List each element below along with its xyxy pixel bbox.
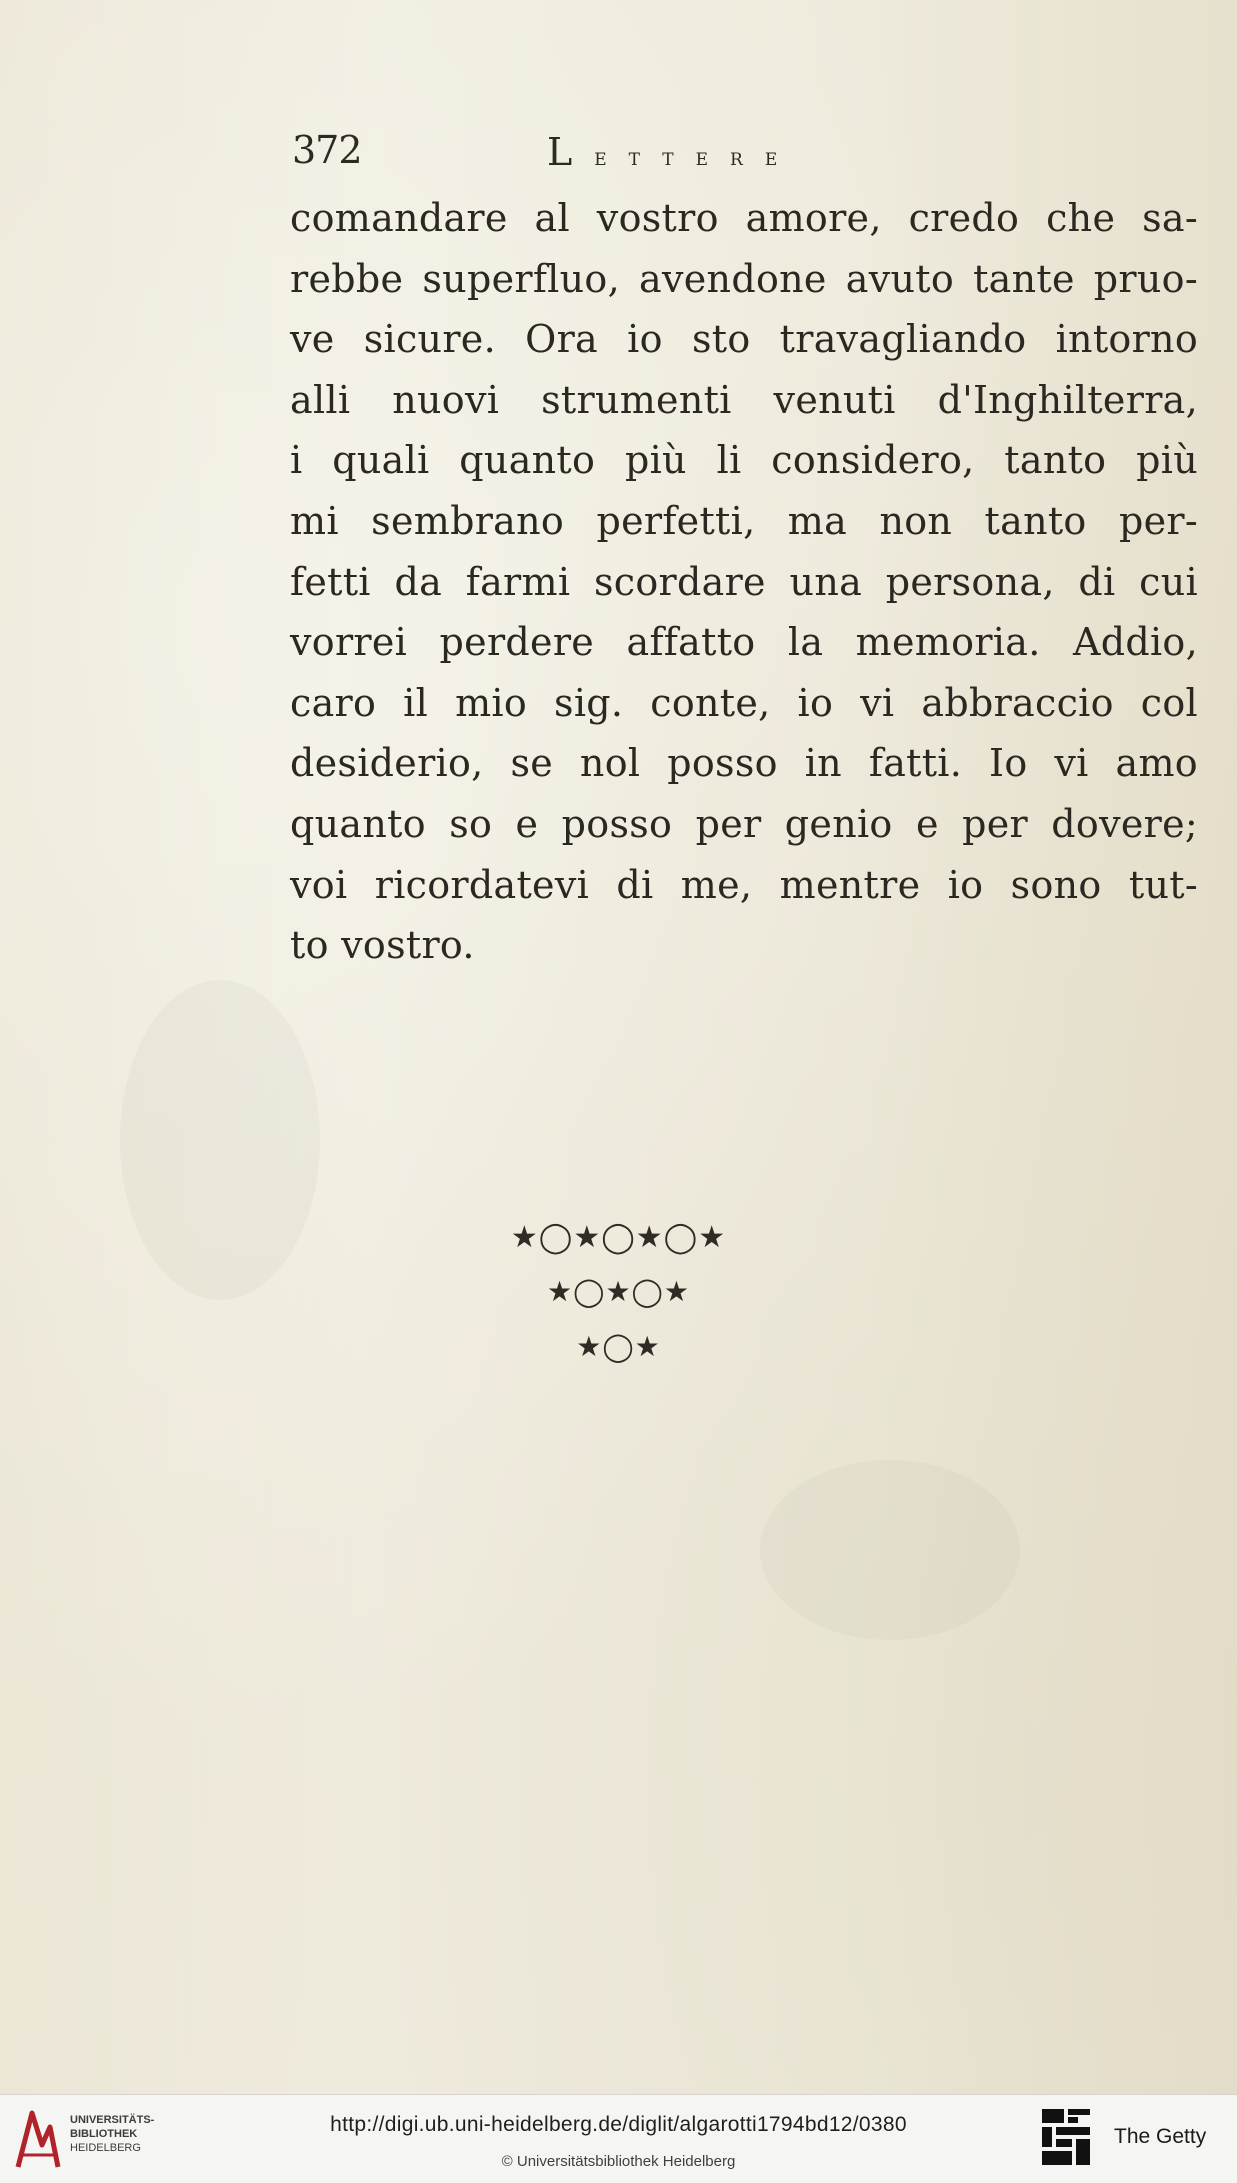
text-line: rebbe superfluo, avendone avuto tante pruo-: [290, 256, 1198, 301]
text-line: quanto so e posso per genio e per dovere;: [290, 801, 1198, 846]
getty-logo-icon[interactable]: [1040, 2107, 1092, 2171]
text-line: voi ricordatevi di me, mentre io sono tut-: [290, 862, 1198, 907]
text-line: i quali quanto più li considero, tanto più: [290, 438, 1198, 483]
viewer-footer: [0, 2094, 1237, 2183]
ornament-row: ★◯★◯★◯★: [510, 1220, 727, 1255]
page-number: 372: [292, 128, 362, 172]
text-line: vorrei perdere affatto la memoria. Addio,: [290, 620, 1198, 665]
text-line: ve sicure. Ora io sto travagliando intorno: [290, 317, 1198, 362]
ornament-row: ★◯★◯★: [547, 1275, 690, 1308]
text-line: to vostro.: [290, 923, 475, 968]
text-line: fetti da farmi scordare una persona, di cui: [290, 559, 1198, 604]
letter-text: [290, 188, 1198, 976]
ornament-row: ★◯★: [576, 1330, 661, 1363]
page-header: [292, 128, 1072, 188]
library-name-line: HEIDELBERG: [70, 2142, 141, 2154]
text-line: mi sembrano perfetti, ma non tanto per-: [290, 498, 1198, 543]
copyright-notice: © Universitätsbibliothek Heidelberg: [501, 2153, 736, 2170]
text-line: alli nuovi strumenti venuti d'Inghilterra,: [290, 377, 1198, 422]
library-name-line: BIBLIOTHEK: [70, 2128, 138, 2140]
partner-name: The Getty: [1114, 2125, 1207, 2148]
library-name-line: UNIVERSITÄTS-: [70, 2114, 155, 2126]
permalink-url[interactable]: http://digi.ub.uni-heidelberg.de/diglit/algarotti1794bd12/0380: [330, 2113, 907, 2136]
paper-stain: [760, 1460, 1020, 1640]
running-head: Lettere: [547, 130, 800, 174]
text-line: comandare al vostro amore, credo che sa-: [290, 196, 1198, 240]
text-line: desiderio, se nol posso in fatti. Io vi amo: [290, 741, 1198, 786]
text-line: caro il mio sig. conte, io vi abbraccio col: [290, 680, 1198, 725]
